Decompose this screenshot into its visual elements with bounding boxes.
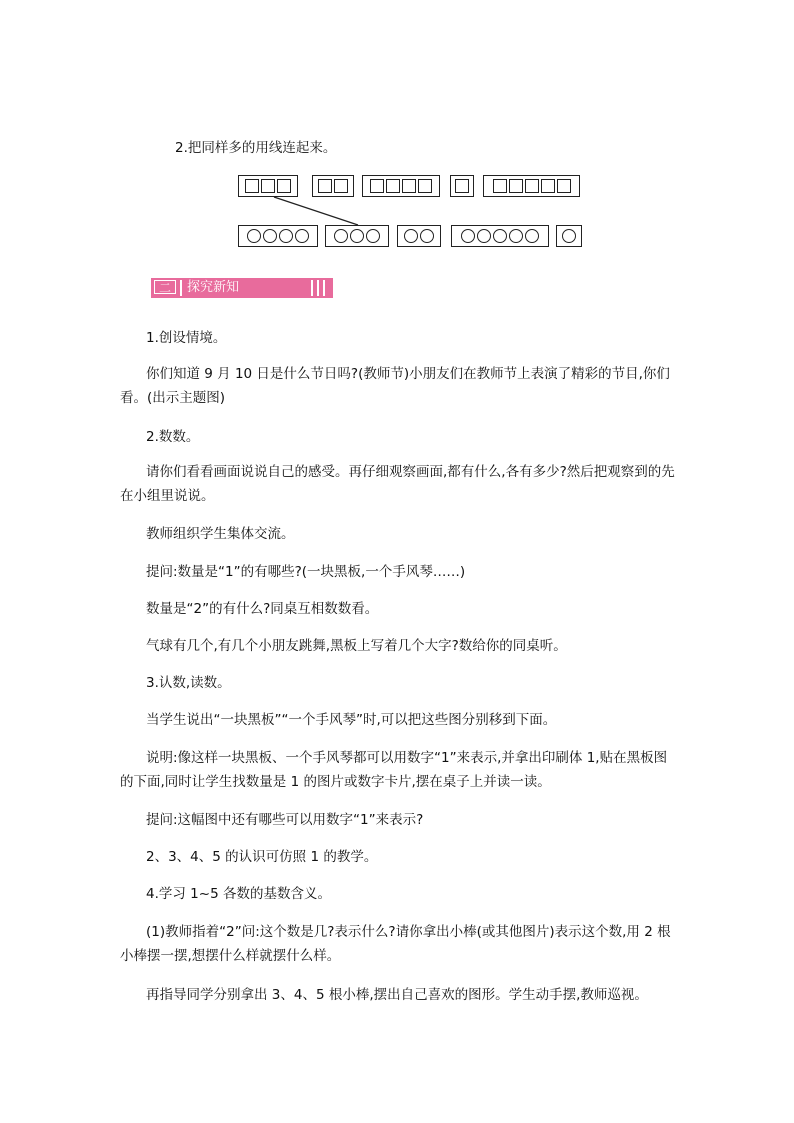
paragraph-5: 教师组织学生集体交流。: [146, 526, 295, 542]
paragraph-11: 说明:像这样一块黑板、一个手风琴都可以用数字“1”来表示,并拿出印刷体 1,贴在黑板图的下面,同时让学生找数量是 1 的图片或数字卡片,摆在桌子上并读一读。: [120, 750, 668, 790]
circle-icon: [247, 229, 261, 243]
banner-stripe: [317, 280, 319, 296]
paragraph-1: 1.创设情境。: [146, 330, 227, 346]
circle-icon: [334, 229, 348, 243]
circle-icon: [509, 229, 523, 243]
paragraph-9: 3.认数,读数。: [146, 675, 231, 691]
paragraph-3: 2.数数。: [146, 429, 200, 445]
banner-divider: [180, 280, 182, 296]
circle-icon: [404, 229, 418, 243]
circle-group-2: [325, 225, 389, 247]
circle-group-3: [397, 225, 441, 247]
circle-icon: [366, 229, 380, 243]
circle-icon: [461, 229, 475, 243]
paragraph-10: 当学生说出“一块黑板”“一个手风琴”时,可以把这些图分别移到下面。: [146, 712, 557, 728]
section-banner: [151, 278, 333, 298]
circle-icon: [562, 229, 576, 243]
paragraph-15: (1)教师指着“2”问:这个数是几?表示什么?请你拿出小棒(或其他图片)表示这个数,用 2 根小棒摆一摆,想摆什么样就摆什么样。: [120, 924, 671, 964]
paragraph-13: 2、3、4、5 的认识可仿照 1 的教学。: [146, 849, 378, 865]
section-title: 探究新知: [187, 280, 240, 295]
paragraph-2: 你们知道 9 月 10 日是什么节日吗?(教师节)小朋友们在教师节上表演了精彩的节目,你们看。(出示主题图): [120, 366, 670, 406]
banner-stripe: [311, 280, 313, 296]
connecting-line: [0, 0, 794, 300]
banner-stripe: [323, 280, 325, 296]
circle-icon: [263, 229, 277, 243]
paragraph-14: 4.学习 1~5 各数的基数含义。: [146, 886, 331, 902]
circle-icon: [493, 229, 507, 243]
circle-group-4: [451, 225, 549, 247]
section-tag: 二: [159, 281, 172, 295]
circle-icon: [420, 229, 434, 243]
circle-group-1: [238, 225, 318, 247]
paragraph-16: 再指导同学分别拿出 3、4、5 根小棒,摆出自己喜欢的图形。学生动手摆,教师巡视。: [146, 987, 648, 1003]
paragraph-7: 数量是“2”的有什么?同桌互相数数看。: [146, 601, 379, 617]
paragraph-6: 提问:数量是“1”的有哪些?(一块黑板,一个手风琴……): [146, 564, 466, 580]
circle-icon: [477, 229, 491, 243]
exercise-instruction: 2.把同样多的用线连起来。: [175, 140, 337, 156]
paragraph-12: 提问:这幅图中还有哪些可以用数字“1”来表示?: [146, 812, 424, 828]
circle-icon: [350, 229, 364, 243]
paragraph-4: 请你们看看画面说说自己的感受。再仔细观察画面,都有什么,各有多少?然后把观察到的先在小组里说说。: [120, 464, 675, 504]
circle-icon: [295, 229, 309, 243]
circle-group-5: [556, 225, 582, 247]
circle-icon: [525, 229, 539, 243]
circle-icon: [279, 229, 293, 243]
paragraph-8: 气球有几个,有几个小朋友跳舞,黑板上写着几个大字?数给你的同桌听。: [146, 638, 567, 654]
